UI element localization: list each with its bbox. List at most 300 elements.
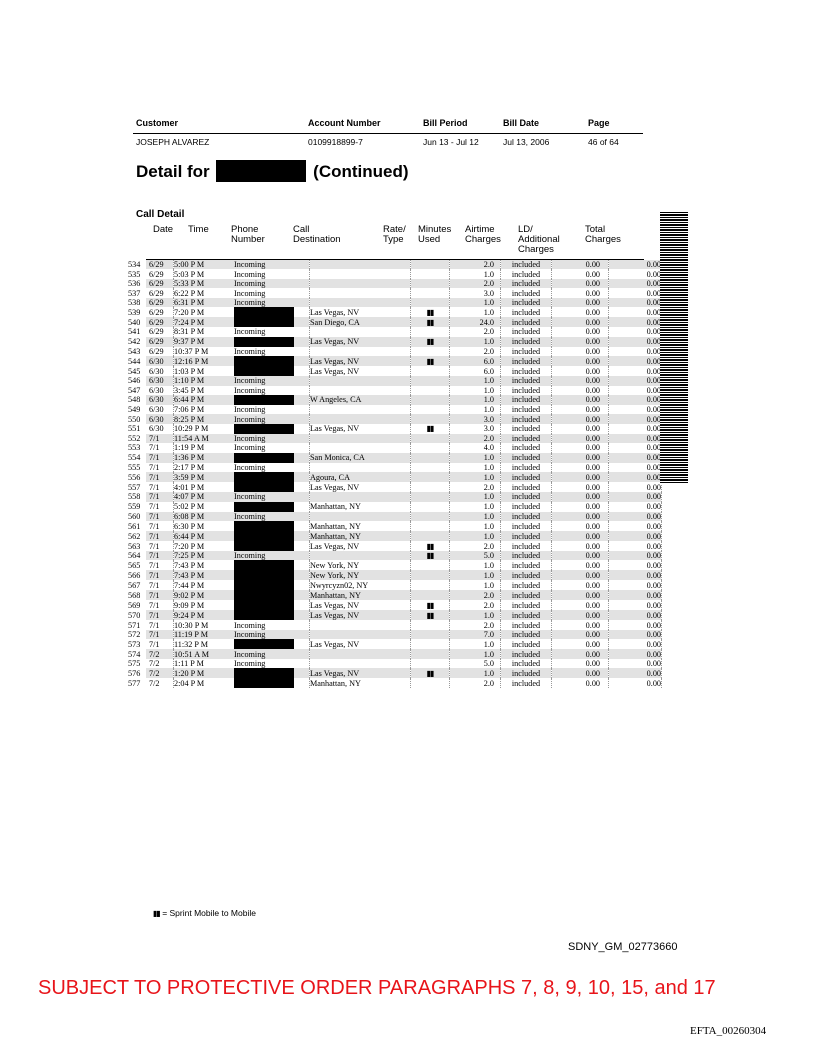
- phone-number: Incoming: [234, 414, 310, 423]
- airtime-charges: included: [501, 610, 552, 620]
- call-date: 6/30: [146, 424, 174, 434]
- ld-charges: 0.00: [552, 414, 609, 423]
- call-date: 7/1: [146, 600, 174, 610]
- call-date: 6/29: [146, 307, 174, 317]
- sprint-mobile-to-mobile-icon: ▮▮: [426, 551, 434, 561]
- row-number: 567: [128, 580, 141, 590]
- ld-charges: 0.00: [552, 502, 609, 512]
- call-date: 6/29: [146, 269, 174, 278]
- rate-type: [411, 395, 450, 405]
- airtime-charges: included: [501, 376, 552, 385]
- phone-number: [234, 570, 310, 580]
- col-phone: Phone Number: [231, 224, 265, 245]
- phone-number: Incoming: [234, 630, 310, 639]
- total-charges: 0.00: [609, 630, 662, 639]
- page-value: 46 of 64: [588, 137, 619, 147]
- row-number: 554: [128, 453, 141, 463]
- total-charges: 0.00: [609, 337, 662, 347]
- ld-charges: 0.00: [552, 260, 609, 269]
- airtime-charges: included: [501, 649, 552, 658]
- rate-type: [411, 580, 450, 590]
- call-destination: Las Vegas, NV: [310, 424, 411, 434]
- airtime-charges: included: [501, 337, 552, 347]
- call-time: 9:09 P M: [174, 600, 205, 610]
- minutes-used: 1.0: [450, 521, 501, 531]
- call-date: 7/1: [146, 463, 174, 472]
- table-row: [128, 327, 662, 336]
- bill-period-value: Jun 13 - Jul 12: [423, 137, 479, 147]
- total-charges: 0.00: [609, 620, 662, 629]
- airtime-charges: included: [501, 269, 552, 278]
- minutes-used: 6.0: [450, 366, 501, 376]
- call-date: 6/30: [146, 386, 174, 395]
- col-date: Date: [153, 224, 174, 235]
- call-date: 7/1: [146, 570, 174, 580]
- rate-type: [411, 424, 450, 434]
- redaction-block: [234, 307, 294, 317]
- rate-type: [411, 678, 450, 688]
- call-destination: [310, 620, 411, 629]
- call-destination: [310, 551, 411, 560]
- call-date: 6/29: [146, 279, 174, 288]
- ld-charges: 0.00: [552, 659, 609, 668]
- ld-charges: 0.00: [552, 649, 609, 658]
- airtime-charges: included: [501, 443, 552, 452]
- call-time: 6:08 P M: [174, 512, 235, 521]
- rate-type: [411, 414, 450, 423]
- rate-type: [411, 502, 450, 512]
- call-destination: Nwyrcyzn02, NY: [310, 580, 411, 590]
- table-row: [128, 288, 662, 297]
- rate-type: [411, 649, 450, 658]
- redaction-block: [216, 160, 306, 182]
- call-destination: Las Vegas, NV: [310, 639, 411, 649]
- minutes-used: 1.0: [450, 307, 501, 317]
- ld-charges: 0.00: [552, 560, 609, 570]
- sprint-mobile-to-mobile-icon: ▮▮: [426, 307, 434, 317]
- redaction-block: [234, 570, 294, 580]
- sprint-mobile-to-mobile-icon: ▮▮: [426, 337, 434, 347]
- total-charges: 0.00: [609, 649, 662, 658]
- total-charges: 0.00: [609, 414, 662, 423]
- ld-charges: 0.00: [552, 366, 609, 376]
- ld-charges: 0.00: [552, 570, 609, 580]
- minutes-used: 1.0: [450, 337, 501, 347]
- call-date: 7/1: [146, 521, 174, 531]
- call-destination: [310, 288, 411, 297]
- rate-type: [411, 570, 450, 580]
- minutes-used: 2.0: [450, 620, 501, 629]
- call-destination: Las Vegas, NV: [310, 366, 411, 376]
- table-row: [128, 560, 662, 570]
- total-charges: 0.00: [609, 279, 662, 288]
- airtime-charges: included: [501, 424, 552, 434]
- call-time: 4:07 P M: [174, 492, 235, 501]
- call-destination: [310, 376, 411, 385]
- call-time: 6:30 P M: [174, 521, 205, 531]
- total-charges: 0.00: [609, 347, 662, 356]
- rate-type: [411, 269, 450, 278]
- airtime-charges: included: [501, 630, 552, 639]
- call-time: 1:11 P M: [174, 658, 204, 668]
- minutes-used: 1.0: [450, 298, 501, 307]
- airtime-charges: included: [501, 600, 552, 610]
- minutes-used: 1.0: [450, 492, 501, 501]
- bill-date-value: Jul 13, 2006: [503, 137, 550, 147]
- call-time: 6:44 P M: [174, 395, 235, 405]
- ld-charges: 0.00: [552, 395, 609, 405]
- rate-type: [411, 356, 450, 366]
- table-row: [128, 551, 662, 560]
- minutes-used: 2.0: [450, 327, 501, 336]
- redaction-block: [234, 678, 294, 688]
- call-time: 1:10 P M: [174, 376, 235, 385]
- call-time: 8:31 P M: [174, 327, 205, 337]
- call-date: 7/2: [146, 659, 174, 668]
- airtime-charges: included: [501, 560, 552, 570]
- customer-value: JOSEPH ALVAREZ: [136, 137, 210, 147]
- call-date: 7/1: [146, 482, 174, 492]
- call-time: 12:16 P M: [174, 356, 235, 366]
- ld-charges: 0.00: [552, 463, 609, 472]
- table-row: [128, 424, 662, 434]
- phone-number: [234, 668, 310, 678]
- table-row: [128, 502, 662, 512]
- row-number: 577: [128, 678, 141, 688]
- rate-type: [411, 405, 450, 414]
- airtime-charges: included: [501, 405, 552, 414]
- phone-number: Incoming: [234, 463, 310, 472]
- call-destination: [310, 405, 411, 414]
- row-number: 552: [128, 434, 141, 444]
- rate-type: [411, 610, 450, 620]
- rate-type: [411, 630, 450, 639]
- phone-number: Incoming: [234, 649, 310, 658]
- ld-charges: 0.00: [552, 492, 609, 501]
- phone-number: Incoming: [234, 260, 310, 269]
- table-row: [128, 463, 662, 472]
- call-time: 1:03 P M: [174, 366, 205, 376]
- total-charges: 0.00: [609, 288, 662, 297]
- table-row: [128, 678, 662, 688]
- phone-number: [234, 541, 310, 551]
- row-number: 543: [128, 346, 141, 356]
- call-destination: [310, 649, 411, 658]
- ld-charges: 0.00: [552, 453, 609, 463]
- phone-number: [234, 600, 310, 610]
- call-date: 7/1: [146, 531, 174, 541]
- rate-type: [411, 472, 450, 482]
- phone-number: [234, 424, 310, 434]
- rate-type: [411, 298, 450, 307]
- airtime-charges: included: [501, 298, 552, 307]
- rate-type: [411, 317, 450, 327]
- table-row: [128, 366, 662, 376]
- call-destination: [310, 347, 411, 356]
- phone-number: Incoming: [234, 347, 310, 356]
- airtime-charges: included: [501, 356, 552, 366]
- total-charges: 0.00: [609, 317, 662, 327]
- table-row: [128, 531, 662, 541]
- table-row: [128, 279, 662, 288]
- call-date: 7/1: [146, 453, 174, 463]
- redaction-block: [234, 356, 294, 366]
- airtime-charges: included: [501, 620, 552, 629]
- row-number: 572: [128, 630, 141, 640]
- total-charges: 0.00: [609, 610, 662, 620]
- airtime-charges: included: [501, 472, 552, 482]
- call-date: 6/29: [146, 337, 174, 347]
- ld-charges: 0.00: [552, 512, 609, 521]
- minutes-used: 2.0: [450, 600, 501, 610]
- call-detail-table: [128, 260, 662, 688]
- airtime-charges: included: [501, 307, 552, 317]
- total-charges: 0.00: [609, 502, 662, 512]
- table-row: [128, 356, 662, 366]
- row-number: 540: [128, 317, 141, 327]
- row-number: 546: [128, 376, 141, 386]
- call-time: 9:37 P M: [174, 337, 235, 347]
- row-number: 537: [128, 288, 141, 298]
- row-number: 555: [128, 462, 141, 472]
- sprint-mobile-to-mobile-icon: ▮▮: [426, 668, 434, 678]
- call-time: 10:30 P M: [174, 620, 209, 630]
- call-date: 7/1: [146, 472, 174, 482]
- airtime-charges: included: [501, 502, 552, 512]
- rate-type: [411, 307, 450, 317]
- call-time: 10:29 P M: [174, 424, 209, 434]
- call-time: 5:00 P M: [174, 260, 235, 269]
- call-time: 5:02 P M: [174, 502, 205, 512]
- minutes-used: 7.0: [450, 630, 501, 639]
- minutes-used: 1.0: [450, 531, 501, 541]
- phone-number: Incoming: [234, 288, 310, 297]
- ld-charges: 0.00: [552, 590, 609, 600]
- phone-number: Incoming: [234, 443, 310, 452]
- ld-charges: 0.00: [552, 405, 609, 414]
- call-date: 7/1: [146, 560, 174, 570]
- rate-type: [411, 366, 450, 376]
- row-number: 564: [128, 551, 141, 561]
- bill-date-label: Bill Date: [503, 118, 540, 128]
- minutes-used: 1.0: [450, 405, 501, 414]
- minutes-used: 5.0: [450, 551, 501, 560]
- call-destination: [310, 260, 411, 269]
- airtime-charges: included: [501, 366, 552, 376]
- row-number: 551: [128, 424, 141, 434]
- phone-number: [234, 521, 310, 531]
- minutes-used: 4.0: [450, 443, 501, 452]
- account-number-label: Account Number: [308, 118, 381, 128]
- call-time: 9:02 P M: [174, 590, 235, 600]
- total-charges: 0.00: [609, 366, 662, 376]
- airtime-charges: included: [501, 434, 552, 443]
- row-number: 569: [128, 600, 141, 610]
- total-charges: 0.00: [609, 405, 662, 414]
- phone-number: [234, 307, 310, 317]
- call-destination: [310, 492, 411, 501]
- minutes-used: 1.0: [450, 472, 501, 482]
- redaction-block: [234, 610, 294, 620]
- phone-number: Incoming: [234, 659, 310, 668]
- call-destination: Manhattan, NY: [310, 590, 411, 600]
- account-number-value: 0109918899-7: [308, 137, 363, 147]
- rate-type: [411, 560, 450, 570]
- call-time: 5:03 P M: [174, 269, 205, 279]
- call-destination: [310, 279, 411, 288]
- minutes-used: 1.0: [450, 502, 501, 512]
- minutes-used: 2.0: [450, 260, 501, 269]
- total-charges: 0.00: [609, 260, 662, 269]
- phone-number: [234, 356, 310, 366]
- airtime-charges: included: [501, 395, 552, 405]
- row-number: 548: [128, 395, 141, 405]
- table-row: [128, 512, 662, 521]
- total-charges: 0.00: [609, 453, 662, 463]
- call-destination: Manhattan, NY: [310, 521, 411, 531]
- call-time: 6:22 P M: [174, 288, 205, 298]
- call-destination: [310, 434, 411, 443]
- table-row: [128, 482, 662, 492]
- airtime-charges: included: [501, 463, 552, 472]
- phone-number: [234, 580, 310, 590]
- col-airtime: Airtime Charges: [465, 224, 501, 245]
- phone-number: [234, 453, 310, 463]
- redaction-block: [234, 590, 294, 600]
- ld-charges: 0.00: [552, 337, 609, 347]
- minutes-used: 1.0: [450, 649, 501, 658]
- row-number: 550: [128, 414, 141, 424]
- phone-number: Incoming: [234, 376, 310, 385]
- airtime-charges: included: [501, 541, 552, 551]
- rate-type: [411, 453, 450, 463]
- phone-number: [234, 366, 310, 376]
- total-charges: 0.00: [609, 531, 662, 541]
- minutes-used: 24.0: [450, 317, 501, 327]
- row-number: 560: [128, 511, 141, 521]
- call-destination: Manhattan, NY: [310, 531, 411, 541]
- call-time: 7:44 P M: [174, 580, 205, 590]
- airtime-charges: included: [501, 327, 552, 336]
- phone-number: Incoming: [234, 269, 310, 278]
- call-destination: New York, NY: [310, 570, 411, 580]
- call-date: 7/1: [146, 639, 174, 649]
- row-number: 544: [128, 356, 141, 366]
- call-date: 6/29: [146, 327, 174, 336]
- total-charges: 0.00: [609, 580, 662, 590]
- col-mins: Minutes Used: [418, 224, 452, 245]
- row-number: 563: [128, 541, 141, 551]
- rate-type: [411, 463, 450, 472]
- minutes-used: 3.0: [450, 414, 501, 423]
- call-date: 7/1: [146, 492, 174, 501]
- row-number: 553: [128, 443, 141, 453]
- table-row: [128, 337, 662, 347]
- total-charges: 0.00: [609, 659, 662, 668]
- total-charges: 0.00: [609, 551, 662, 560]
- row-number: 570: [128, 610, 141, 620]
- minutes-used: 2.0: [450, 482, 501, 492]
- minutes-used: 1.0: [450, 453, 501, 463]
- call-destination: W Angeles, CA: [310, 395, 411, 405]
- table-row: [128, 472, 662, 482]
- call-destination: [310, 414, 411, 423]
- call-time: 7:43 P M: [174, 560, 205, 570]
- rate-type: [411, 659, 450, 668]
- row-number: 573: [128, 639, 141, 649]
- rate-type: [411, 590, 450, 600]
- call-date: 7/1: [146, 620, 174, 629]
- ld-charges: 0.00: [552, 541, 609, 551]
- table-row: [128, 590, 662, 600]
- call-time: 1:36 P M: [174, 453, 235, 463]
- phone-number: Incoming: [234, 512, 310, 521]
- phone-number: Incoming: [234, 551, 310, 560]
- title-suffix: (Continued): [313, 162, 409, 181]
- phone-number: [234, 337, 310, 347]
- call-time: 3:59 P M: [174, 472, 235, 482]
- table-row: [128, 443, 662, 452]
- redaction-block: [234, 395, 294, 405]
- row-number: 539: [128, 307, 141, 317]
- total-charges: 0.00: [609, 482, 662, 492]
- call-destination: [310, 386, 411, 395]
- phone-number: Incoming: [234, 386, 310, 395]
- ld-charges: 0.00: [552, 600, 609, 610]
- minutes-used: 1.0: [450, 269, 501, 278]
- sprint-mobile-to-mobile-icon: ▮▮: [426, 317, 434, 327]
- phone-number: [234, 678, 310, 688]
- row-number: 558: [128, 492, 141, 502]
- row-number: 547: [128, 385, 141, 395]
- call-time: 3:45 P M: [174, 385, 205, 395]
- airtime-charges: included: [501, 386, 552, 395]
- rate-type: [411, 492, 450, 501]
- ld-charges: 0.00: [552, 630, 609, 639]
- redaction-block: [234, 668, 294, 678]
- call-time: 1:20 P M: [174, 668, 235, 678]
- redaction-block: [234, 560, 294, 570]
- call-date: 7/1: [146, 590, 174, 600]
- total-charges: 0.00: [609, 600, 662, 610]
- row-number: 566: [128, 570, 141, 580]
- minutes-used: 2.0: [450, 434, 501, 443]
- redaction-block: [234, 453, 294, 463]
- call-date: 7/2: [146, 649, 174, 658]
- rate-type: [411, 279, 450, 288]
- ld-charges: 0.00: [552, 307, 609, 317]
- section-title: Call Detail: [136, 209, 185, 220]
- rate-type: [411, 443, 450, 452]
- ld-charges: 0.00: [552, 347, 609, 356]
- call-time: 7:24 P M: [174, 317, 235, 327]
- call-destination: Las Vegas, NV: [310, 337, 411, 347]
- call-date: 7/1: [146, 551, 174, 560]
- redaction-block: [234, 317, 294, 327]
- phone-number: [234, 502, 310, 512]
- call-destination: Manhattan, NY: [310, 678, 411, 688]
- ld-charges: 0.00: [552, 434, 609, 443]
- row-number: 561: [128, 521, 141, 531]
- redaction-block: [234, 337, 294, 347]
- ld-charges: 0.00: [552, 610, 609, 620]
- redaction-block: [234, 502, 294, 512]
- customer-label: Customer: [136, 118, 179, 128]
- total-charges: 0.00: [609, 639, 662, 649]
- phone-number: [234, 482, 310, 492]
- call-destination: Las Vegas, NV: [310, 600, 411, 610]
- sprint-mobile-to-mobile-icon: ▮▮: [426, 610, 434, 620]
